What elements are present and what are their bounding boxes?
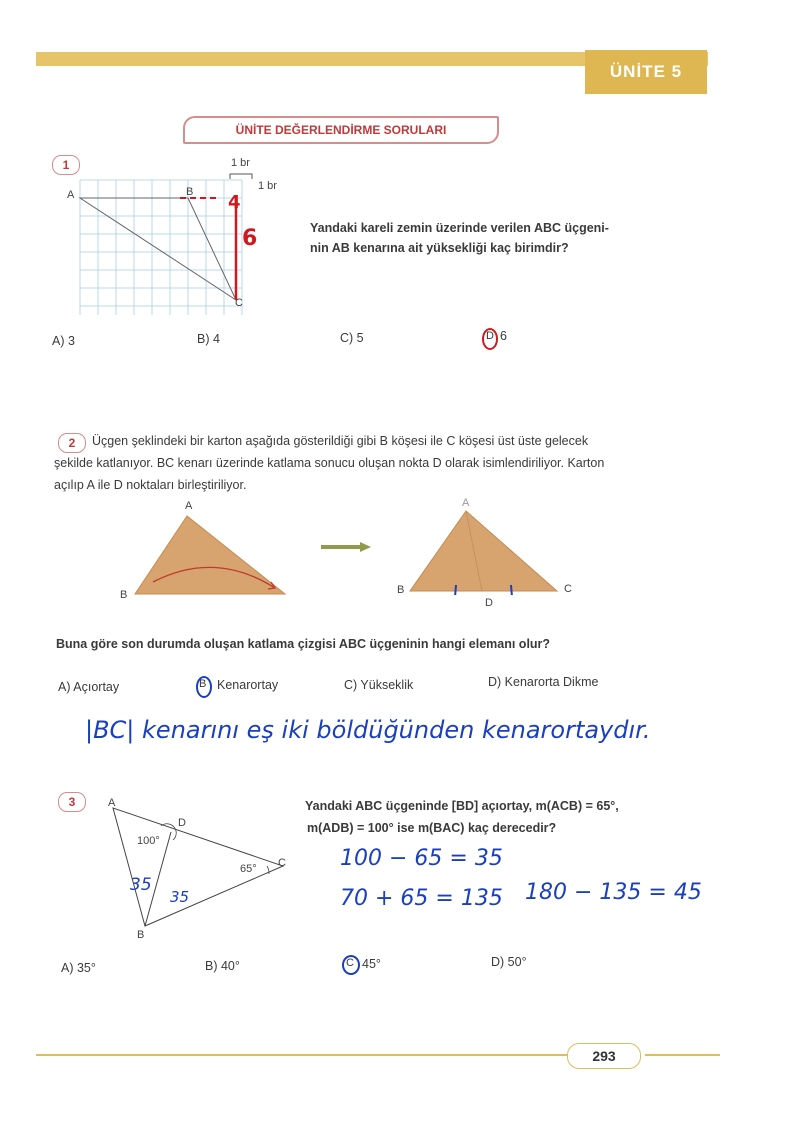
q3-option-b[interactable]: B) 40°	[205, 959, 240, 973]
q2-point-a-faded: A	[462, 497, 470, 509]
section-banner: ÜNİTE DEĞERLENDİRME SORULARI	[183, 116, 499, 144]
q1-option-a[interactable]: A) 3	[52, 334, 75, 348]
q3-point-a: A	[108, 797, 116, 809]
q2-triangle-before	[125, 510, 300, 600]
q2-option-c[interactable]: C) Yükseklik	[344, 678, 414, 692]
q1-option-d[interactable]: 6	[500, 329, 507, 343]
q3-text-line1: Yandaki ABC üçgeninde [BD] açıortay, m(ACB) = 65°,	[305, 799, 619, 813]
q3-work-line3: 180 − 135 = 45	[525, 880, 702, 905]
q1-hand-4: 4	[228, 192, 241, 213]
unit-tab: ÜNİTE 5	[585, 50, 707, 94]
q2-point-b: B	[120, 589, 128, 601]
q3-work-line1: 100 − 65 = 35	[340, 846, 503, 871]
unit-bracket-icon	[229, 171, 254, 181]
q2-point-c: C	[564, 583, 572, 595]
q2-option-a[interactable]: A) Açıortay	[58, 680, 120, 694]
q1-point-c: C	[235, 297, 243, 309]
q3-angle-100: 100°	[137, 835, 160, 847]
page-number: 293	[567, 1043, 641, 1069]
q1-text-line1: Yandaki kareli zemin üzerinde verilen ABC üçgeni-	[310, 221, 609, 235]
q2-text-line1: Üçgen şeklindeki bir karton aşağıda gösterildiği gibi B köşesi ile C köşesi üst üste gelecek	[92, 434, 589, 448]
q2-point-b-after: B	[397, 584, 405, 596]
q3-angle-65: 65°	[240, 863, 257, 875]
q2-arrow-icon	[320, 541, 372, 553]
q1-option-c[interactable]: C) 5	[340, 331, 364, 345]
q2-point-a: A	[185, 500, 193, 512]
q3-hand-35b: 35	[170, 888, 190, 906]
question-1-badge: 1	[52, 155, 80, 175]
q1-option-d-letter: D	[486, 330, 494, 342]
q1-point-a: A	[67, 189, 75, 201]
q3-work-line2: 70 + 65 = 135	[340, 886, 503, 911]
q2-handwritten-answer: |BC| kenarını eş iki böldüğünden kenarortaydır.	[85, 716, 651, 744]
q2-triangle-after	[400, 505, 565, 595]
q3-point-b: B	[137, 929, 145, 941]
q2-option-b[interactable]: Kenarortay	[217, 678, 279, 692]
q1-text-line2: nin AB kenarına ait yüksekliği kaç birimdir?	[310, 241, 569, 255]
footer-line-right	[645, 1054, 720, 1056]
q2-question: Buna göre son durumda oluşan katlama çizgisi ABC üçgeninin hangi elemanı olur?	[56, 637, 551, 651]
q3-option-c[interactable]: 45°	[362, 957, 381, 971]
q3-triangle-figure	[105, 800, 290, 935]
q3-text-line2: m(ADB) = 100° ise m(BAC) kaç derecedir?	[307, 821, 557, 835]
q3-point-d: D	[178, 817, 186, 829]
q2-text-line3: açılıp A ile D noktaları birleştiriliyor.	[54, 478, 247, 492]
q1-point-b: B	[186, 186, 194, 198]
q3-hand-35a: 35	[130, 875, 152, 895]
grid-unit-vertical: 1 br	[258, 180, 277, 192]
q3-option-a[interactable]: A) 35°	[61, 961, 96, 975]
q3-point-c: C	[278, 857, 286, 869]
q2-option-b-letter: B	[199, 678, 207, 690]
q2-option-d[interactable]: D) Kenarorta Dikme	[488, 675, 599, 689]
q1-option-b[interactable]: B) 4	[197, 332, 220, 346]
q2-text-line2: şekilde katlanıyor. BC kenarı üzerinde katlama sonucu oluşan nokta D olarak isimlendiriliyor. Karton	[54, 456, 605, 470]
q2-point-d: D	[485, 597, 493, 609]
question-3-badge: 3	[58, 792, 86, 812]
q3-option-c-letter: C	[346, 957, 354, 969]
q1-hand-6: 6	[242, 226, 258, 251]
question-2-badge: 2	[58, 433, 86, 453]
q3-option-d[interactable]: D) 50°	[491, 955, 527, 969]
grid-unit-horizontal: 1 br	[231, 157, 250, 169]
footer-line-left	[36, 1054, 571, 1056]
